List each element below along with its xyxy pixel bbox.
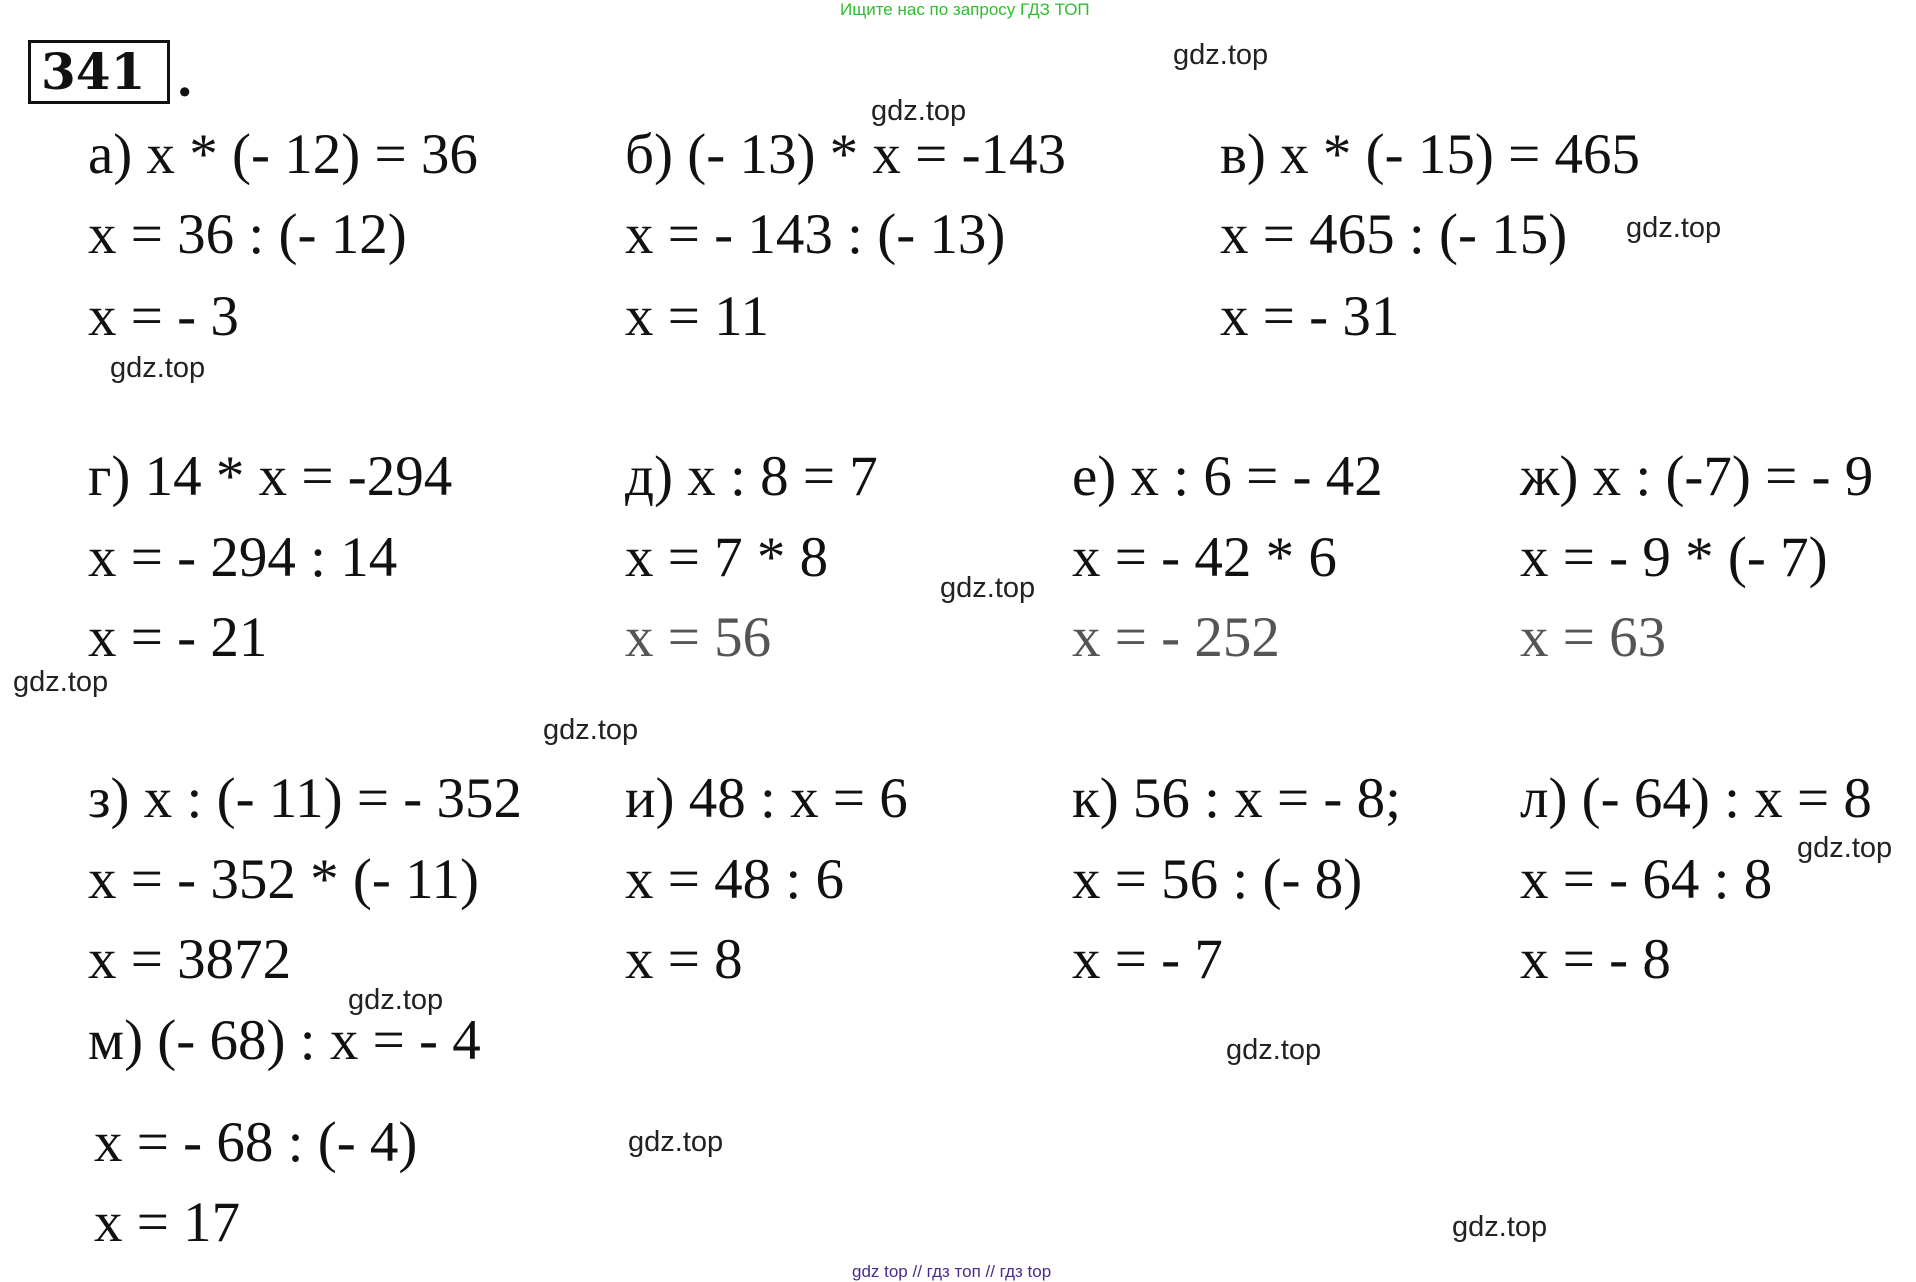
footer-links[interactable]: gdz top // гдз топ // гдз top (852, 1262, 1052, 1281)
problem-g-line-1: г) 14 * x = -294 (88, 445, 453, 508)
problem-k-line-2: x = 56 : (- 8) (1072, 848, 1363, 911)
watermark: gdz.top (871, 95, 967, 127)
problem-e-line-2: x = - 42 * 6 (1072, 526, 1337, 589)
watermark: gdz.top (940, 572, 1036, 604)
problem-d-line-2: x = 7 * 8 (625, 526, 829, 589)
watermark: gdz.top (348, 984, 444, 1016)
problem-zh-line-3: x = 63 (1520, 606, 1667, 669)
problem-a-line-3: x = - 3 (88, 285, 239, 348)
problem-zh-line-2: x = - 9 * (- 7) (1520, 526, 1828, 589)
top-search-hint[interactable]: Ищите нас по запросу ГДЗ ТОП (840, 0, 1090, 19)
problem-d-line-3: x = 56 (625, 606, 772, 669)
problem-b-line-1: б) (- 13) * x = -143 (625, 123, 1067, 186)
problem-v-line-2: x = 465 : (- 15) (1220, 203, 1568, 266)
problem-number-box: 341 (28, 40, 170, 104)
problem-b-line-3: x = 11 (625, 285, 770, 348)
problem-i-line-2: x = 48 : 6 (625, 848, 844, 911)
problem-m-line-1: м) (- 68) : x = - 4 (88, 1009, 481, 1072)
watermark: gdz.top (1226, 1034, 1322, 1066)
problem-v-line-3: x = - 31 (1220, 285, 1400, 348)
problem-l-line-1: л) (- 64) : x = 8 (1520, 767, 1872, 830)
problem-d-line-1: д) x : 8 = 7 (625, 445, 878, 508)
watermark: gdz.top (110, 352, 206, 384)
watermark: gdz.top (1173, 39, 1269, 71)
problem-l-line-2: x = - 64 : 8 (1520, 848, 1773, 911)
problem-m-line-2: x = - 68 : (- 4) (94, 1111, 418, 1174)
problem-a-line-1: а) x * (- 12) = 36 (88, 123, 478, 186)
watermark: gdz.top (1452, 1211, 1548, 1243)
watermark: gdz.top (628, 1126, 724, 1158)
problem-z-line-3: x = 3872 (88, 928, 292, 991)
problem-k-line-1: к) 56 : x = - 8; (1072, 767, 1401, 830)
problem-b-line-2: x = - 143 : (- 13) (625, 203, 1006, 266)
problem-k-line-3: x = - 7 (1072, 928, 1223, 991)
problem-z-line-1: з) x : (- 11) = - 352 (88, 767, 523, 830)
watermark: gdz.top (543, 714, 639, 746)
watermark: gdz.top (1626, 212, 1722, 244)
problem-number-dot: . (176, 49, 194, 108)
watermark: gdz.top (13, 666, 109, 698)
problem-i-line-1: и) 48 : x = 6 (625, 767, 908, 830)
problem-e-line-1: е) x : 6 = - 42 (1072, 445, 1383, 508)
problem-g-line-3: x = - 21 (88, 606, 268, 669)
problem-v-line-1: в) x * (- 15) = 465 (1220, 123, 1640, 186)
problem-e-line-3: x = - 252 (1072, 606, 1280, 669)
problem-a-line-2: x = 36 : (- 12) (88, 203, 407, 266)
problem-zh-line-1: ж) x : (-7) = - 9 (1520, 445, 1874, 508)
problem-l-line-3: x = - 8 (1520, 928, 1671, 991)
problem-z-line-2: x = - 352 * (- 11) (88, 848, 479, 911)
watermark: gdz.top (1797, 832, 1893, 864)
problem-i-line-3: x = 8 (625, 928, 743, 991)
problem-g-line-2: x = - 294 : 14 (88, 526, 398, 589)
problem-m-line-3: x = 17 (94, 1191, 241, 1254)
